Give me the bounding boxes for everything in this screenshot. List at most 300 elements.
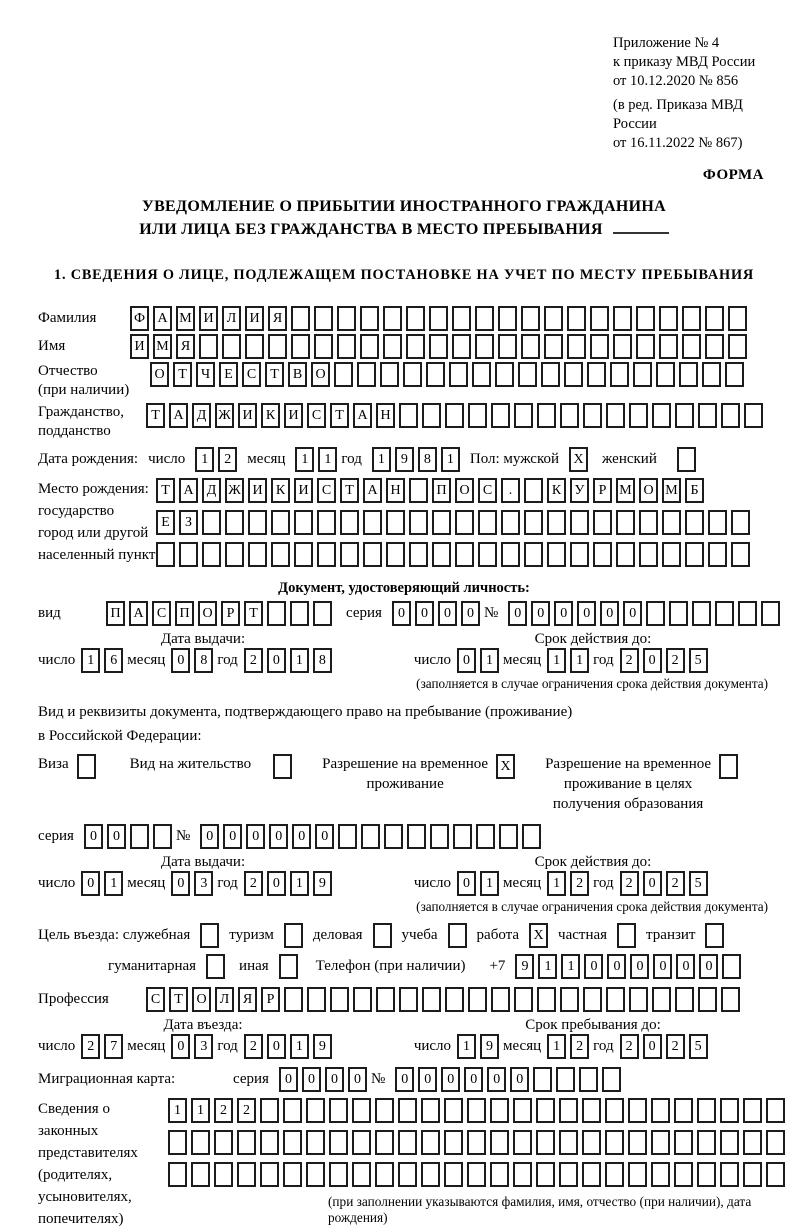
form-cell[interactable]: [567, 334, 586, 359]
form-cell[interactable]: [613, 306, 632, 331]
form-cell[interactable]: [306, 1098, 325, 1123]
form-cell[interactable]: [478, 542, 497, 567]
form-cell[interactable]: [602, 1067, 621, 1092]
form-cell[interactable]: [536, 1130, 555, 1155]
form-cell[interactable]: Н: [386, 478, 405, 503]
form-cell[interactable]: [513, 1098, 532, 1123]
form-cell[interactable]: 9: [515, 954, 534, 979]
purpose-study-checkbox[interactable]: [448, 923, 467, 948]
form-cell[interactable]: [537, 403, 556, 428]
form-cell[interactable]: А: [353, 403, 372, 428]
form-cell[interactable]: [478, 510, 497, 535]
form-cell[interactable]: Е: [219, 362, 238, 387]
form-cell[interactable]: [237, 1162, 256, 1187]
form-cell[interactable]: [352, 1098, 371, 1123]
form-cell[interactable]: 0: [508, 601, 527, 626]
purpose-official-checkbox[interactable]: [200, 923, 219, 948]
form-cell[interactable]: С: [317, 478, 336, 503]
form-cell[interactable]: [547, 510, 566, 535]
form-cell[interactable]: 1: [570, 648, 589, 673]
form-cell[interactable]: [330, 987, 349, 1012]
form-cell[interactable]: 1: [547, 1034, 566, 1059]
form-cell[interactable]: 2: [620, 871, 639, 896]
form-cell[interactable]: [353, 987, 372, 1012]
form-cell[interactable]: [536, 1162, 555, 1187]
purpose-work-checkbox[interactable]: X: [529, 923, 548, 948]
form-cell[interactable]: 0: [438, 601, 457, 626]
form-cell[interactable]: 1: [441, 447, 460, 472]
form-cell[interactable]: [606, 987, 625, 1012]
form-cell[interactable]: [317, 542, 336, 567]
form-cell[interactable]: [513, 1130, 532, 1155]
form-cell[interactable]: 1: [191, 1098, 210, 1123]
form-cell[interactable]: Т: [340, 478, 359, 503]
form-cell[interactable]: [409, 542, 428, 567]
form-cell[interactable]: [430, 824, 449, 849]
form-cell[interactable]: 0: [464, 1067, 483, 1092]
form-cell[interactable]: [445, 987, 464, 1012]
form-cell[interactable]: 0: [267, 871, 286, 896]
form-cell[interactable]: [468, 987, 487, 1012]
form-cell[interactable]: Ф: [130, 306, 149, 331]
form-cell[interactable]: И: [245, 306, 264, 331]
form-cell[interactable]: [705, 334, 724, 359]
form-cell[interactable]: Я: [268, 306, 287, 331]
form-cell[interactable]: [291, 334, 310, 359]
form-cell[interactable]: [260, 1098, 279, 1123]
form-cell[interactable]: 0: [441, 1067, 460, 1092]
form-cell[interactable]: [628, 1098, 647, 1123]
form-cell[interactable]: [245, 334, 264, 359]
form-cell[interactable]: [291, 306, 310, 331]
form-cell[interactable]: 0: [279, 1067, 298, 1092]
form-cell[interactable]: [674, 1130, 693, 1155]
form-cell[interactable]: [518, 362, 537, 387]
form-cell[interactable]: С: [307, 403, 326, 428]
form-cell[interactable]: [498, 334, 517, 359]
form-cell[interactable]: [376, 987, 395, 1012]
form-cell[interactable]: [422, 403, 441, 428]
form-cell[interactable]: [352, 1162, 371, 1187]
form-cell[interactable]: [674, 1162, 693, 1187]
form-cell[interactable]: [646, 601, 665, 626]
form-cell[interactable]: О: [311, 362, 330, 387]
form-cell[interactable]: Д: [202, 478, 221, 503]
form-cell[interactable]: 1: [104, 871, 123, 896]
form-cell[interactable]: [361, 824, 380, 849]
form-cell[interactable]: 0: [415, 601, 434, 626]
form-cell[interactable]: [352, 1130, 371, 1155]
form-cell[interactable]: [721, 987, 740, 1012]
form-cell[interactable]: [593, 510, 612, 535]
form-cell[interactable]: И: [248, 478, 267, 503]
form-cell[interactable]: И: [130, 334, 149, 359]
form-cell[interactable]: 0: [584, 954, 603, 979]
form-cell[interactable]: [222, 334, 241, 359]
form-cell[interactable]: И: [238, 403, 257, 428]
form-cell[interactable]: [728, 306, 747, 331]
form-cell[interactable]: [375, 1098, 394, 1123]
form-cell[interactable]: [559, 1162, 578, 1187]
form-cell[interactable]: 0: [325, 1067, 344, 1092]
form-cell[interactable]: 0: [418, 1067, 437, 1092]
form-cell[interactable]: 2: [244, 1034, 263, 1059]
form-cell[interactable]: [294, 510, 313, 535]
purpose-business-checkbox[interactable]: [373, 923, 392, 948]
form-cell[interactable]: [522, 824, 541, 849]
form-cell[interactable]: А: [169, 403, 188, 428]
form-cell[interactable]: 2: [570, 1034, 589, 1059]
form-cell[interactable]: 6: [104, 648, 123, 673]
form-cell[interactable]: [429, 334, 448, 359]
form-cell[interactable]: [685, 510, 704, 535]
form-cell[interactable]: [697, 1162, 716, 1187]
visa-checkbox[interactable]: [77, 754, 96, 779]
form-cell[interactable]: [337, 306, 356, 331]
form-cell[interactable]: [329, 1162, 348, 1187]
form-cell[interactable]: [513, 1162, 532, 1187]
form-cell[interactable]: [605, 1130, 624, 1155]
form-cell[interactable]: Ж: [215, 403, 234, 428]
form-cell[interactable]: Я: [176, 334, 195, 359]
form-cell[interactable]: [455, 542, 474, 567]
form-cell[interactable]: [329, 1130, 348, 1155]
form-cell[interactable]: [761, 601, 780, 626]
form-cell[interactable]: И: [199, 306, 218, 331]
residence-permit-checkbox[interactable]: [273, 754, 292, 779]
form-cell[interactable]: [360, 334, 379, 359]
form-cell[interactable]: [386, 542, 405, 567]
form-cell[interactable]: С: [146, 987, 165, 1012]
form-cell[interactable]: 0: [461, 601, 480, 626]
form-cell[interactable]: 0: [699, 954, 718, 979]
form-cell[interactable]: 3: [194, 871, 213, 896]
form-cell[interactable]: [521, 334, 540, 359]
form-cell[interactable]: [313, 601, 332, 626]
form-cell[interactable]: У: [570, 478, 589, 503]
form-cell[interactable]: [407, 824, 426, 849]
form-cell[interactable]: К: [547, 478, 566, 503]
form-cell[interactable]: [260, 1130, 279, 1155]
form-cell[interactable]: [130, 824, 149, 849]
form-cell[interactable]: [605, 1098, 624, 1123]
form-cell[interactable]: [731, 510, 750, 535]
form-cell[interactable]: [720, 1098, 739, 1123]
form-cell[interactable]: [524, 510, 543, 535]
form-cell[interactable]: [567, 306, 586, 331]
form-cell[interactable]: [294, 542, 313, 567]
form-cell[interactable]: 0: [623, 601, 642, 626]
form-cell[interactable]: И: [284, 403, 303, 428]
form-cell[interactable]: Е: [156, 510, 175, 535]
form-cell[interactable]: [225, 510, 244, 535]
form-cell[interactable]: [432, 510, 451, 535]
form-cell[interactable]: 0: [630, 954, 649, 979]
form-cell[interactable]: 1: [168, 1098, 187, 1123]
form-cell[interactable]: 2: [666, 1034, 685, 1059]
form-cell[interactable]: .: [501, 478, 520, 503]
form-cell[interactable]: 0: [487, 1067, 506, 1092]
form-cell[interactable]: 2: [237, 1098, 256, 1123]
form-cell[interactable]: [357, 362, 376, 387]
form-cell[interactable]: [314, 334, 333, 359]
form-cell[interactable]: [290, 601, 309, 626]
form-cell[interactable]: [662, 510, 681, 535]
form-cell[interactable]: [421, 1098, 440, 1123]
form-cell[interactable]: [337, 334, 356, 359]
form-cell[interactable]: [605, 1162, 624, 1187]
form-cell[interactable]: [544, 306, 563, 331]
form-cell[interactable]: М: [662, 478, 681, 503]
form-cell[interactable]: [633, 362, 652, 387]
form-cell[interactable]: 0: [292, 824, 311, 849]
form-cell[interactable]: [360, 306, 379, 331]
form-cell[interactable]: 0: [267, 648, 286, 673]
form-cell[interactable]: [731, 542, 750, 567]
form-cell[interactable]: 2: [570, 871, 589, 896]
form-cell[interactable]: 2: [218, 447, 237, 472]
form-cell[interactable]: А: [179, 478, 198, 503]
form-cell[interactable]: 0: [269, 824, 288, 849]
form-cell[interactable]: [582, 1098, 601, 1123]
form-cell[interactable]: М: [176, 306, 195, 331]
form-cell[interactable]: [524, 478, 543, 503]
form-cell[interactable]: Л: [222, 306, 241, 331]
form-cell[interactable]: 0: [554, 601, 573, 626]
form-cell[interactable]: 1: [81, 648, 100, 673]
form-cell[interactable]: А: [363, 478, 382, 503]
form-cell[interactable]: [501, 542, 520, 567]
form-cell[interactable]: [587, 362, 606, 387]
form-cell[interactable]: [307, 987, 326, 1012]
rvp-edu-checkbox[interactable]: [719, 754, 738, 779]
form-cell[interactable]: Т: [156, 478, 175, 503]
form-cell[interactable]: [191, 1162, 210, 1187]
form-cell[interactable]: [613, 334, 632, 359]
form-cell[interactable]: [168, 1162, 187, 1187]
form-cell[interactable]: [452, 334, 471, 359]
form-cell[interactable]: П: [432, 478, 451, 503]
form-cell[interactable]: 1: [295, 447, 314, 472]
form-cell[interactable]: 0: [643, 871, 662, 896]
form-cell[interactable]: 0: [171, 648, 190, 673]
form-cell[interactable]: А: [129, 601, 148, 626]
form-cell[interactable]: [675, 403, 694, 428]
form-cell[interactable]: [156, 542, 175, 567]
form-cell[interactable]: [651, 1098, 670, 1123]
form-cell[interactable]: [445, 403, 464, 428]
form-cell[interactable]: 0: [107, 824, 126, 849]
form-cell[interactable]: [444, 1162, 463, 1187]
form-cell[interactable]: [422, 987, 441, 1012]
form-cell[interactable]: Р: [221, 601, 240, 626]
form-cell[interactable]: [766, 1130, 785, 1155]
form-cell[interactable]: [662, 542, 681, 567]
form-cell[interactable]: Р: [261, 987, 280, 1012]
form-cell[interactable]: [475, 334, 494, 359]
form-cell[interactable]: [432, 542, 451, 567]
form-cell[interactable]: [628, 1130, 647, 1155]
form-cell[interactable]: [225, 542, 244, 567]
form-cell[interactable]: [386, 510, 405, 535]
form-cell[interactable]: [669, 601, 688, 626]
form-cell[interactable]: 0: [676, 954, 695, 979]
form-cell[interactable]: О: [455, 478, 474, 503]
form-cell[interactable]: [708, 542, 727, 567]
form-cell[interactable]: [406, 306, 425, 331]
form-cell[interactable]: [271, 542, 290, 567]
form-cell[interactable]: 0: [171, 1034, 190, 1059]
form-cell[interactable]: [541, 362, 560, 387]
form-cell[interactable]: 5: [689, 1034, 708, 1059]
form-cell[interactable]: [708, 510, 727, 535]
form-cell[interactable]: 0: [510, 1067, 529, 1092]
form-cell[interactable]: [766, 1162, 785, 1187]
form-cell[interactable]: Т: [169, 987, 188, 1012]
form-cell[interactable]: 0: [643, 1034, 662, 1059]
form-cell[interactable]: [583, 987, 602, 1012]
form-cell[interactable]: 1: [480, 871, 499, 896]
form-cell[interactable]: М: [153, 334, 172, 359]
form-cell[interactable]: 9: [395, 447, 414, 472]
form-cell[interactable]: [583, 403, 602, 428]
form-cell[interactable]: [725, 362, 744, 387]
form-cell[interactable]: [743, 1098, 762, 1123]
form-cell[interactable]: 8: [418, 447, 437, 472]
form-cell[interactable]: 0: [315, 824, 334, 849]
form-cell[interactable]: [283, 1130, 302, 1155]
form-cell[interactable]: [214, 1162, 233, 1187]
form-cell[interactable]: [409, 510, 428, 535]
form-cell[interactable]: Я: [238, 987, 257, 1012]
form-cell[interactable]: Л: [215, 987, 234, 1012]
form-cell[interactable]: [674, 1098, 693, 1123]
form-cell[interactable]: [409, 478, 428, 503]
form-cell[interactable]: [628, 1162, 647, 1187]
form-cell[interactable]: [570, 542, 589, 567]
form-cell[interactable]: [536, 1098, 555, 1123]
form-cell[interactable]: [559, 1130, 578, 1155]
form-cell[interactable]: [214, 1130, 233, 1155]
form-cell[interactable]: [363, 542, 382, 567]
form-cell[interactable]: 0: [348, 1067, 367, 1092]
form-cell[interactable]: [491, 403, 510, 428]
form-cell[interactable]: [560, 987, 579, 1012]
form-cell[interactable]: [329, 1098, 348, 1123]
form-cell[interactable]: [248, 542, 267, 567]
form-cell[interactable]: [744, 403, 763, 428]
form-cell[interactable]: [685, 542, 704, 567]
form-cell[interactable]: [429, 306, 448, 331]
form-cell[interactable]: [560, 403, 579, 428]
form-cell[interactable]: 0: [457, 871, 476, 896]
form-cell[interactable]: 1: [561, 954, 580, 979]
form-cell[interactable]: [153, 824, 172, 849]
form-cell[interactable]: [590, 334, 609, 359]
form-cell[interactable]: [606, 403, 625, 428]
purpose-humanitarian-checkbox[interactable]: [206, 954, 225, 979]
form-cell[interactable]: 1: [538, 954, 557, 979]
form-cell[interactable]: [743, 1162, 762, 1187]
form-cell[interactable]: Ж: [225, 478, 244, 503]
form-cell[interactable]: [398, 1162, 417, 1187]
form-cell[interactable]: [179, 542, 198, 567]
form-cell[interactable]: 0: [84, 824, 103, 849]
sex-female-checkbox[interactable]: [677, 447, 696, 472]
form-cell[interactable]: [659, 306, 678, 331]
form-cell[interactable]: [406, 334, 425, 359]
form-cell[interactable]: [490, 1162, 509, 1187]
form-cell[interactable]: Д: [192, 403, 211, 428]
form-cell[interactable]: 0: [653, 954, 672, 979]
form-cell[interactable]: 8: [194, 648, 213, 673]
form-cell[interactable]: [191, 1130, 210, 1155]
form-cell[interactable]: [334, 362, 353, 387]
form-cell[interactable]: [705, 306, 724, 331]
form-cell[interactable]: [452, 306, 471, 331]
form-cell[interactable]: [652, 987, 671, 1012]
form-cell[interactable]: А: [153, 306, 172, 331]
form-cell[interactable]: 0: [392, 601, 411, 626]
form-cell[interactable]: [475, 306, 494, 331]
form-cell[interactable]: [702, 362, 721, 387]
form-cell[interactable]: [629, 403, 648, 428]
form-cell[interactable]: [582, 1130, 601, 1155]
form-cell[interactable]: Н: [376, 403, 395, 428]
form-cell[interactable]: [698, 987, 717, 1012]
form-cell[interactable]: О: [150, 362, 169, 387]
form-cell[interactable]: [697, 1130, 716, 1155]
form-cell[interactable]: П: [175, 601, 194, 626]
form-cell[interactable]: Р: [593, 478, 612, 503]
form-cell[interactable]: [610, 362, 629, 387]
form-cell[interactable]: Б: [685, 478, 704, 503]
form-cell[interactable]: М: [616, 478, 635, 503]
form-cell[interactable]: [444, 1098, 463, 1123]
form-cell[interactable]: 0: [643, 648, 662, 673]
form-cell[interactable]: 0: [81, 871, 100, 896]
form-cell[interactable]: [495, 362, 514, 387]
form-cell[interactable]: Т: [173, 362, 192, 387]
purpose-transit-checkbox[interactable]: [705, 923, 724, 948]
form-cell[interactable]: 1: [547, 648, 566, 673]
form-cell[interactable]: [651, 1130, 670, 1155]
form-cell[interactable]: [455, 510, 474, 535]
form-cell[interactable]: [421, 1130, 440, 1155]
form-cell[interactable]: [651, 1162, 670, 1187]
form-cell[interactable]: З: [179, 510, 198, 535]
form-cell[interactable]: [652, 403, 671, 428]
form-cell[interactable]: [659, 334, 678, 359]
form-cell[interactable]: [283, 1162, 302, 1187]
form-cell[interactable]: [202, 542, 221, 567]
form-cell[interactable]: 0: [531, 601, 550, 626]
form-cell[interactable]: 2: [81, 1034, 100, 1059]
form-cell[interactable]: [383, 334, 402, 359]
form-cell[interactable]: [616, 542, 635, 567]
form-cell[interactable]: [715, 601, 734, 626]
form-cell[interactable]: С: [242, 362, 261, 387]
form-cell[interactable]: [582, 1162, 601, 1187]
form-cell[interactable]: 1: [290, 648, 309, 673]
form-cell[interactable]: [399, 987, 418, 1012]
form-cell[interactable]: [340, 510, 359, 535]
form-cell[interactable]: [421, 1162, 440, 1187]
form-cell[interactable]: [675, 987, 694, 1012]
form-cell[interactable]: [521, 306, 540, 331]
form-cell[interactable]: 5: [689, 871, 708, 896]
form-cell[interactable]: [314, 306, 333, 331]
